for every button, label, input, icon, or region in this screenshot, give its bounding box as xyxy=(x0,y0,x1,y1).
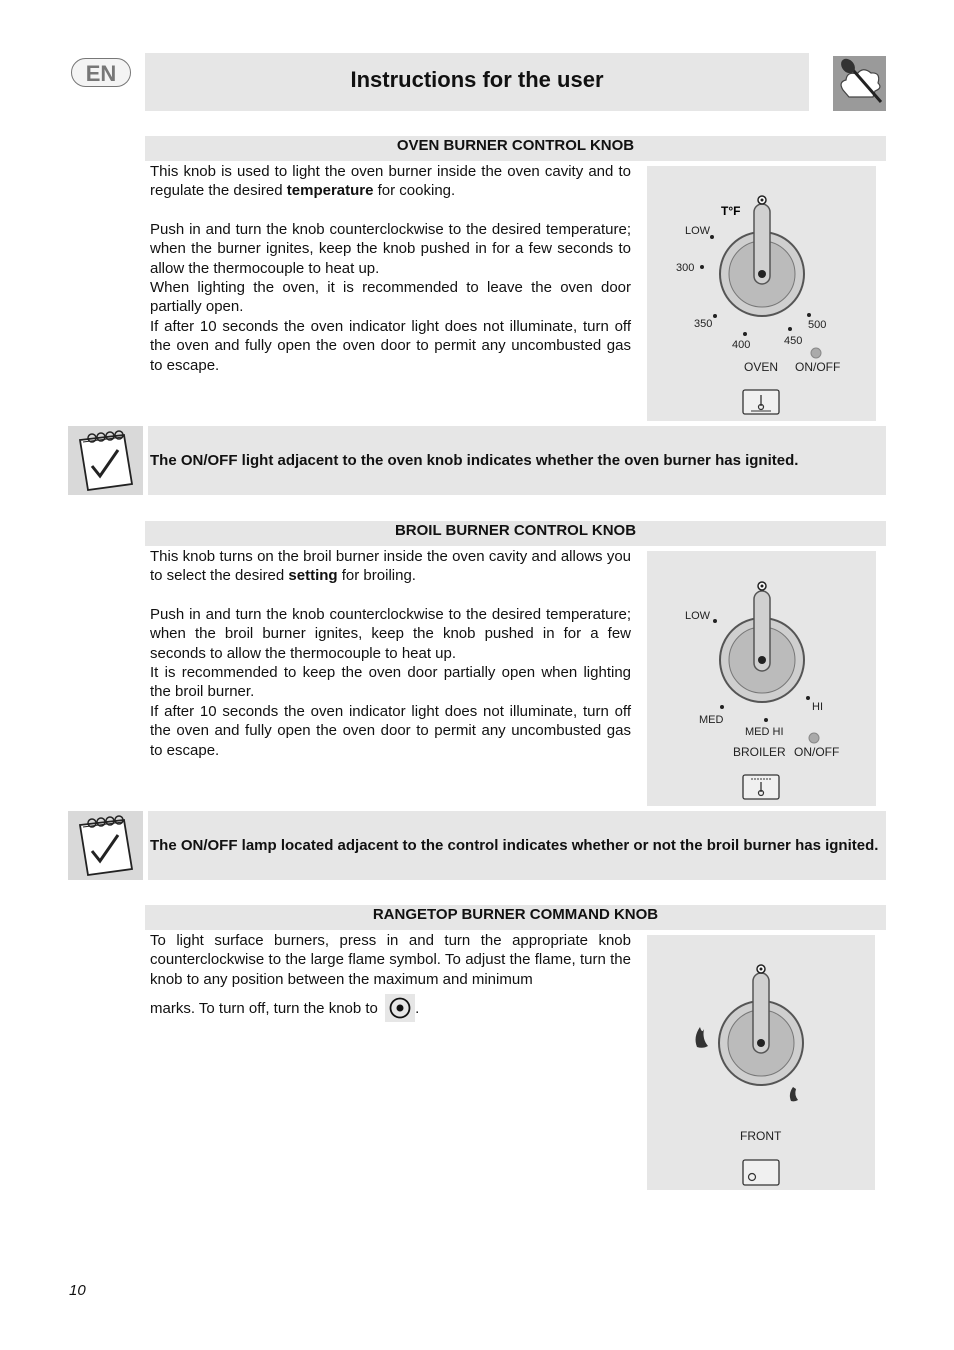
broil-knob-onoff-label: ON/OFF xyxy=(794,745,840,759)
chef-hat-spoon-icon xyxy=(833,56,886,111)
oven-knob-500: 500 xyxy=(808,319,827,331)
page-title: Instructions for the user xyxy=(145,53,809,111)
rangetop-paragraph-1: To light surface burners, press in and turn the appropriate knob counterclockwise to the large flame symbol. To adjust the flame, turn the knob to any position between the maximum and minimum xyxy=(150,932,631,988)
oven-knob-unit: T°F xyxy=(721,204,741,218)
off-position-icon xyxy=(385,994,415,1022)
oven-paragraph-1: This knob is used to light the oven burner inside the oven cavity and to regulate the desired temperature for cooking. xyxy=(150,163,631,200)
oven-paragraph-2: Push in and turn the knob counterclockwise to the desired temperature; when the burner ignites, keep the knob pushed in for a few seconds to allow the thermocouple to heat up. xyxy=(150,220,631,277)
broil-knob-hi: HI xyxy=(812,701,823,713)
oven-knob-350: 350 xyxy=(694,318,713,330)
rangetop-knob-label: FRONT xyxy=(740,1129,782,1143)
broil-knob-med: MED xyxy=(699,714,724,726)
broil-knob-medhi: MED HI xyxy=(745,726,784,738)
broil-knob-low: LOW xyxy=(685,610,711,622)
broil-instructions xyxy=(150,547,631,760)
broil-paragraph-4: If after 10 seconds the oven indicator light does not illuminate, turn off the oven and fully open the oven door to permit any uncombusted gas to escape. xyxy=(150,702,631,759)
large-flame-icon xyxy=(696,1027,708,1048)
page-number: 10 xyxy=(69,1282,86,1299)
notepad-check-icon xyxy=(68,811,143,880)
oven-section-heading: OVEN BURNER CONTROL KNOB xyxy=(145,136,886,161)
oven-knob-onoff-label: ON/OFF xyxy=(795,360,841,374)
oven-knob-name: OVEN xyxy=(744,360,779,374)
oven-note xyxy=(148,426,886,495)
broil-paragraph-2: Push in and turn the knob counterclockwise to the desired temperature; when the broil burner ignites, keep the knob pushed in for a few seconds to allow the thermocouple to heat up. xyxy=(150,605,631,662)
language-badge: EN xyxy=(71,58,131,87)
broil-knob-diagram xyxy=(647,551,876,806)
rangetop-paragraph-2: marks. To turn off, turn the knob to . xyxy=(150,995,631,1023)
oven-knob-450: 450 xyxy=(784,335,803,347)
notepad-check-icon xyxy=(68,426,143,495)
oven-note-text: The ON/OFF light adjacent to the oven knob indicates whether the oven burner has ignited. xyxy=(150,451,799,469)
rangetop-knob-diagram xyxy=(647,935,875,1190)
oven-paragraph-4: If after 10 seconds the oven indicator light does not illuminate, turn off the oven and fully open the oven door to permit any uncombusted gas to escape. xyxy=(150,317,631,374)
oven-paragraph-3: When lighting the oven, it is recommended to leave the oven door partially open. xyxy=(150,279,631,316)
oven-knob-diagram xyxy=(647,166,876,421)
broil-paragraph-3: It is recommended to keep the oven door partially open when lighting the broil burner. xyxy=(150,664,631,701)
oven-knob-low: LOW xyxy=(685,225,711,237)
broil-knob-name: BROILER xyxy=(733,745,786,759)
small-flame-icon xyxy=(790,1087,798,1101)
rangetop-section-heading: RANGETOP BURNER COMMAND KNOB xyxy=(145,905,886,930)
oven-knob-400: 400 xyxy=(732,339,751,351)
oven-instructions xyxy=(150,162,631,375)
rangetop-instructions xyxy=(150,931,631,1023)
broil-note-text: The ON/OFF lamp located adjacent to the control indicates whether or not the broil burner has ignited. xyxy=(150,836,879,854)
broil-note xyxy=(148,811,886,880)
broil-paragraph-1: This knob turns on the broil burner inside the oven cavity and allows you to select the desired setting for broiling. xyxy=(150,548,631,585)
oven-knob-300: 300 xyxy=(676,262,695,274)
broil-section-heading: BROIL BURNER CONTROL KNOB xyxy=(145,521,886,546)
